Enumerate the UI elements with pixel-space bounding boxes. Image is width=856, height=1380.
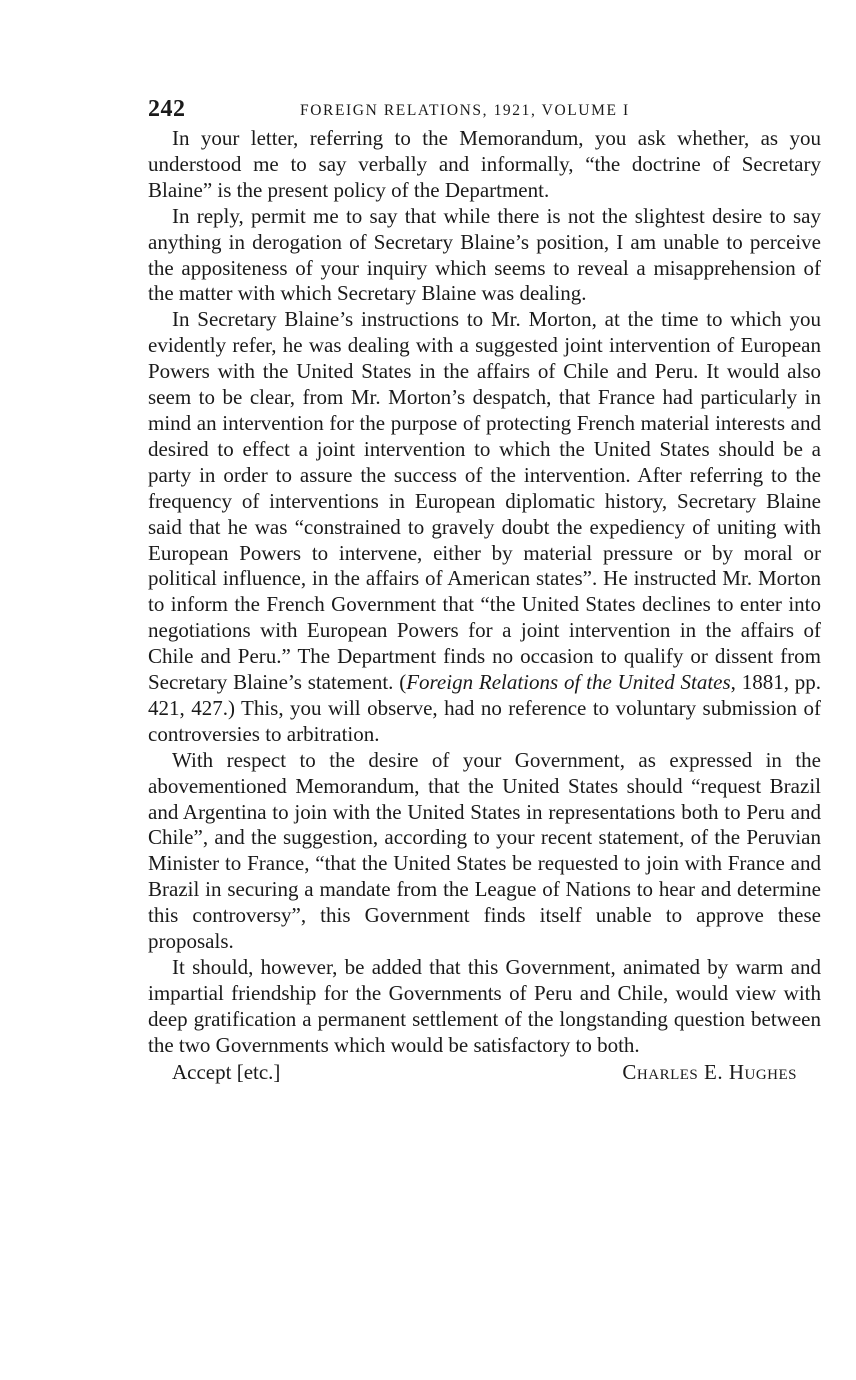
letter-body	[148, 126, 821, 1059]
letter-closing	[148, 1060, 821, 1088]
page-header	[148, 92, 821, 126]
paragraph-doctrine-question: In your letter, referring to the Memorandum, you ask whether, as you understood me to say verbally and informally, “the doctrine of Secretary Blaine” is the present policy of the Department.	[148, 126, 821, 202]
signature: Charles E. Hughes	[622, 1059, 797, 1084]
paragraph-blaine-instructions	[148, 307, 821, 747]
paragraph-reply: In reply, permit me to say that while there is not the slightest desire to say anything in derogation of Secretary Blaine’s position, I am unable to perceive the appositeness of your inquiry which seems to reveal a misapprehension of the matter with which Secretary Blaine was dealing.	[148, 203, 821, 306]
running-head: FOREIGN RELATIONS, 1921, VOLUME I	[300, 102, 630, 119]
document-page	[148, 92, 821, 1088]
citation-title: Foreign Relations of the United States	[406, 670, 731, 695]
paragraph-blaine-citation-tail: , 1881, pp. 421, 427.) This, you will observe, had no reference to voluntary submission of controversies to arbitration.	[148, 670, 822, 746]
paragraph-blaine-text: In Secretary Blaine’s instructions to Mr. Morton, at the time to which you evidently refer, he was dealing with a suggested joint intervention of European Powers with the United States in the affairs of Chile and Peru. It would also seem to be clear, from Mr. Morton’s despatch, that France had particularly in mind an intervention for the purpose of protecting French material interests and desired to effect a joint intervention to which the United States should be a party in order to assure the success of the intervention. After referring to the frequency of interventions in European diplomatic history, Secretary Blaine said that he was “constrained to gravely doubt the expediency of uniting with European Powers to intervene, either by material pressure or by moral or political influence, in the affairs of American states”. He instructed Mr. Morton to inform the French Government that “the United States declines to enter into negotiations with European Powers for a joint intervention in the affairs of Chile and Peru.” The Department finds no occasion to qualify or dissent from Secretary Blaine’s statement. (	[148, 307, 821, 695]
paragraph-friendship: It should, however, be added that this Government, animated by warm and impartial friendship for the Governments of Peru and Chile, would view with deep gratification a permanent settlement of the longstanding question between the two Governments which would be satisfactory to both.	[148, 955, 821, 1057]
paragraph-proposals: With respect to the desire of your Government, as expressed in the abovementioned Memorandum, that the United States should “request Brazil and Argentina to join with the United States in representations both to Peru and Chile”, and the suggestion, according to your recent statement, of the Peruvian Minister to France, “that the United States be requested to join with France and Brazil in securing a mandate from the League of Nations to hear and determine this controversy”, this Government finds itself unable to approve these proposals.	[148, 747, 821, 954]
closing-salutation: Accept [etc.]	[172, 1059, 281, 1084]
page-number: 242	[148, 96, 186, 122]
